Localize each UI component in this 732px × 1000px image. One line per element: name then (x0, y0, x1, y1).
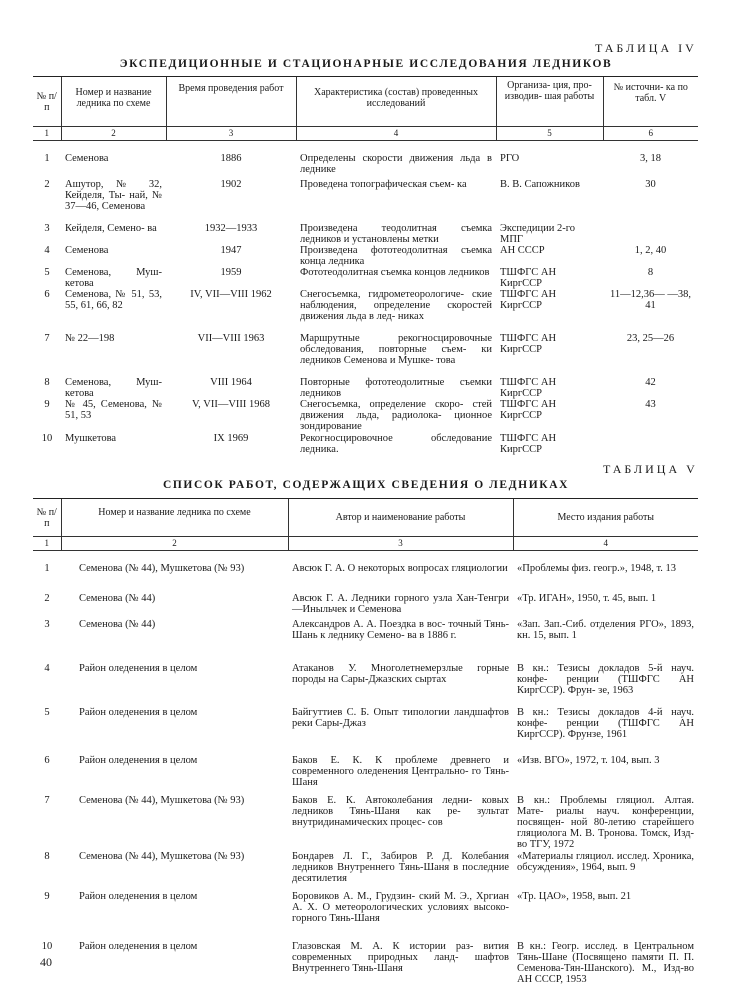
table5-header-cell: Номер и название ледника по схеме (61, 499, 288, 537)
table-row (33, 245, 698, 267)
work-author-title: Баков Е. К. К проблеме древнего и современного оледенения Центрально- го Тянь-Шаня (292, 754, 509, 788)
row-number: 3 (44, 618, 50, 630)
glacier-name: Семенова, № 51, 53, 55, 61, 66, 82 (65, 288, 162, 311)
publication-place: В кн.: Тезисы докладов 4-й науч. конфе- ренции (ТШФГС АН КиргССР). Фрунзе, 1961 (517, 706, 694, 740)
table4-header-cell: № источни- ка по табл. V (603, 77, 698, 127)
column-number: 1 (33, 127, 61, 141)
glacier-name: Семенова (№ 44) (79, 592, 156, 604)
table-row (33, 851, 698, 891)
row-number: 1 (44, 152, 50, 164)
table4-label: ТАБЛИЦА IV (595, 41, 697, 55)
organization: ТШФГС АН КиргССР (500, 432, 557, 455)
work-time: VII—VIII 1963 (197, 332, 265, 344)
organization: Экспедиции 2-го МПГ (500, 222, 576, 245)
glacier-name: Кейделя, Семено- ва (65, 222, 157, 234)
work-time: 1932—1933 (204, 222, 258, 234)
table-row (33, 377, 698, 399)
work-time: 1959 (220, 266, 242, 278)
organization: АН СССР (500, 244, 545, 256)
column-number: 6 (603, 127, 698, 141)
glacier-name: Район оледенения в целом (79, 662, 198, 674)
work-author-title: Байгуттиев С. Б. Опыт типологии ландшафтов реки Сары-Джаз (292, 706, 509, 729)
table4-header-cell: Характеристика (состав) проведенных исследований (296, 77, 496, 127)
research-description: Маршрутные рекогносцировочные обследования, повторные съем- ки ледников Семенова и Мушке- това (300, 332, 492, 366)
column-number: 3 (288, 537, 513, 551)
glacier-name: Мушкетова (65, 432, 117, 444)
table4-header-cell: Номер и название ледника по схеме (61, 77, 166, 127)
row-number: 9 (44, 890, 50, 902)
row-number: 10 (41, 940, 53, 952)
glacier-name: № 45, Семенова, № 51, 53 (65, 398, 162, 421)
source-number: 30 (645, 178, 656, 190)
row-number: 7 (44, 332, 50, 344)
row-number: 9 (44, 398, 50, 410)
glacier-name: Район оледенения в целом (79, 890, 198, 902)
table5 (33, 498, 698, 991)
work-author-title: Александров А. А. Поездка в вос- точный Тянь-Шань к леднику Семено- ва в 1886 г. (292, 618, 509, 641)
column-number: 3 (166, 127, 296, 141)
row-number: 4 (44, 244, 50, 256)
table5-header-cell: № п/п (33, 499, 61, 537)
source-number: 8 (647, 266, 654, 278)
page-number: 40 (40, 955, 52, 969)
source-number: 42 (645, 376, 656, 388)
work-time: 1886 (220, 152, 242, 164)
glacier-name: Район оледенения в целом (79, 706, 198, 718)
source-number: 23, 25—26 (626, 332, 675, 344)
work-author-title: Атаканов У. Многолетнемерзлые горные породы на Сары-Джазских сыртах (292, 662, 509, 685)
row-number: 2 (44, 178, 50, 190)
glacier-name: Семенова, Муш- кетова (65, 266, 162, 289)
glacier-name: Семенова (№ 44), Мушкетова (№ 93) (79, 850, 245, 862)
table4-header-cell: № п/п (33, 77, 61, 127)
row-number: 2 (44, 592, 50, 604)
row-number: 4 (44, 662, 50, 674)
table-row (33, 563, 698, 593)
glacier-name: Район оледенения в целом (79, 754, 198, 766)
glacier-name: Район оледенения в целом (79, 940, 198, 952)
table-row (33, 707, 698, 755)
table4 (33, 76, 698, 455)
source-number (603, 223, 698, 245)
table-row (33, 179, 698, 223)
table4-header-row (33, 77, 698, 127)
work-author-title: Авсюк Г. А. Ледники горного узла Хан-Тенгри—Иныльчек и Семенова (292, 592, 509, 615)
table-row (33, 333, 698, 377)
research-description: Снегосъемка, гидрометеорологиче- ские наблюдения, определение скоростей движения льда в лед- никах (300, 288, 492, 322)
table5-header-cell: Автор и наименование работы (288, 499, 513, 537)
organization: ТШФГС АН КиргССР (500, 288, 557, 311)
source-number: 11—12,36— —38, 41 (610, 288, 691, 311)
glacier-name: № 22—198 (65, 332, 115, 344)
table4-title: ЭКСПЕДИЦИОННЫЕ И СТАЦИОНАРНЫЕ ИССЛЕДОВАНИЯ ЛЕДНИКОВ (119, 58, 613, 70)
column-number: 2 (61, 537, 288, 551)
research-description: Повторные фототеодолитные съемки ледников (300, 376, 492, 399)
column-number: 1 (33, 537, 61, 551)
row-number: 7 (44, 794, 50, 806)
table-row (33, 795, 698, 851)
glacier-name: Семенова (№ 44), Мушкетова (№ 93) (79, 562, 245, 574)
table5-header-cell: Место издания работы (513, 499, 698, 537)
table4-header-cell: Организа- ция, про- изводив- шая работы (496, 77, 603, 127)
glacier-name: Семенова (№ 44) (79, 618, 156, 630)
work-author-title: Баков Е. К. Автоколебания ледни- ковых ледников Тянь-Шаня как ре- зультат внутридинамических процес- сов (292, 794, 509, 828)
research-description: Рекогносцировочное обследование ледника. (300, 432, 492, 455)
work-author-title: Авсюк Г. А. О некоторых вопросах гляциологии (292, 562, 508, 574)
publication-place: В кн.: Геогр. исслед. в Центральном Тянь-Шане (Посвящено памяти П. П. Семенова-Тян-Шанского). М., Изд-во АН СССР, 1953 (517, 940, 694, 985)
table-row (33, 593, 698, 619)
organization: ТШФГС АН КиргССР (500, 376, 557, 399)
publication-place: В кн.: Проблемы гляциол. Алтая. Мате- риалы науч. конференции, посвящен- ной 80-летию старейшего гляциолога М. В. Тронова. Томск, Изд-во ТГУ, 1972 (517, 794, 694, 850)
organization: В. В. Сапожников (500, 178, 580, 190)
source-number: 43 (645, 398, 656, 410)
table5-header-row (33, 499, 698, 537)
table4-header-cell: Время проведения работ (166, 77, 296, 127)
table-row (33, 619, 698, 663)
table-row (33, 399, 698, 433)
column-number: 2 (61, 127, 166, 141)
work-time: 1947 (220, 244, 242, 256)
table-row (33, 755, 698, 795)
publication-place: «Зап. Зап.-Сиб. отделения РГО», 1893, кн. 15, вып. 1 (517, 618, 694, 641)
row-number: 6 (44, 288, 50, 300)
glacier-name: Семенова, Муш- кетова (65, 376, 162, 399)
work-time: 1902 (220, 178, 242, 190)
row-number: 10 (41, 432, 53, 444)
research-description: Произведена фототеодолитная съемка конца ледника (300, 244, 492, 267)
research-description: Снегосъемка, определение скоро- стей движения льда, радиолока- ционное зондирование (300, 398, 492, 432)
table-row (33, 663, 698, 707)
source-number: 3, 18 (640, 152, 661, 164)
research-description: Произведена теодолитная съемка ледников и установлены метки (300, 222, 492, 245)
row-number: 5 (44, 266, 50, 278)
source-number: 1, 2, 40 (634, 244, 667, 256)
row-number: 6 (44, 754, 50, 766)
table-row (33, 891, 698, 941)
row-number: 8 (44, 376, 50, 388)
table-row (33, 941, 698, 991)
column-number: 4 (513, 537, 698, 551)
work-author-title: Бондарев Л. Г., Забиров Р. Д. Колебания ледников Внутреннего Тянь-Шаня в последние десятилетия (292, 850, 509, 884)
column-number: 4 (296, 127, 496, 141)
table-row (33, 223, 698, 245)
glacier-name: Семенова (65, 244, 109, 256)
organization: РГО (500, 152, 520, 164)
publication-place: «Тр. ЦАО», 1958, вып. 21 (517, 890, 632, 902)
work-author-title: Глазовская М. А. К истории раз- вития современных природных ланд- шафтов Внутреннего Тянь-Шаня (292, 940, 509, 974)
column-number: 5 (496, 127, 603, 141)
table5-title: СПИСОК РАБОТ, СОДЕРЖАЩИХ СВЕДЕНИЯ О ЛЕДНИКАХ (162, 479, 570, 491)
row-number: 1 (44, 562, 50, 574)
table5-label: ТАБЛИЦА V (603, 462, 698, 476)
organization: ТШФГС АН КиргССР (500, 332, 557, 355)
research-description: Определены скорости движения льда в леднике (300, 152, 492, 175)
organization: ТШФГС АН КиргССР (500, 398, 557, 421)
row-number: 3 (44, 222, 50, 234)
publication-place: «Материалы гляциол. исслед. Хроника, обсуждения», 1964, вып. 9 (517, 850, 694, 873)
work-time: IV, VII—VIII 1962 (190, 288, 272, 300)
row-number: 8 (44, 850, 50, 862)
publication-place: «Изв. ВГО», 1972, т. 104, вып. 3 (517, 754, 660, 766)
table-row (33, 433, 698, 455)
glacier-name: Ашутор, № 32, Кейделя, Ты- най, № 37—46, Семенова (65, 178, 162, 212)
table5-column-number-row (33, 537, 698, 551)
table4-column-number-row (33, 127, 698, 141)
research-description: Фототеодолитная съемка концов ледников (300, 266, 490, 278)
publication-place: В кн.: Тезисы докладов 5-й науч. конфе- ренции (ТШФГС АН КиргССР). Фрун- зе, 1963 (517, 662, 694, 696)
source-number (603, 433, 698, 455)
table-row (33, 267, 698, 289)
table-row (33, 153, 698, 179)
work-author-title: Боровиков А. М., Грудзин- ский М. Э., Хргиан А. Х. О метеорологических условиях высоко- горного Тянь-Шаня (292, 890, 509, 924)
work-time: VIII 1964 (210, 376, 252, 388)
table-row (33, 289, 698, 333)
work-time: V, VII—VIII 1968 (191, 398, 271, 410)
publication-place: «Тр. ИГАН», 1950, т. 45, вып. 1 (517, 592, 657, 604)
publication-place: «Проблемы физ. геогр.», 1948, т. 13 (517, 562, 677, 574)
glacier-name: Семенова (65, 152, 109, 164)
row-number: 5 (44, 706, 50, 718)
glacier-name: Семенова (№ 44), Мушкетова (№ 93) (79, 794, 245, 806)
research-description: Проведена топографическая съем- ка (300, 178, 467, 190)
work-time: IX 1969 (213, 432, 249, 444)
organization: ТШФГС АН КиргССР (500, 266, 557, 289)
